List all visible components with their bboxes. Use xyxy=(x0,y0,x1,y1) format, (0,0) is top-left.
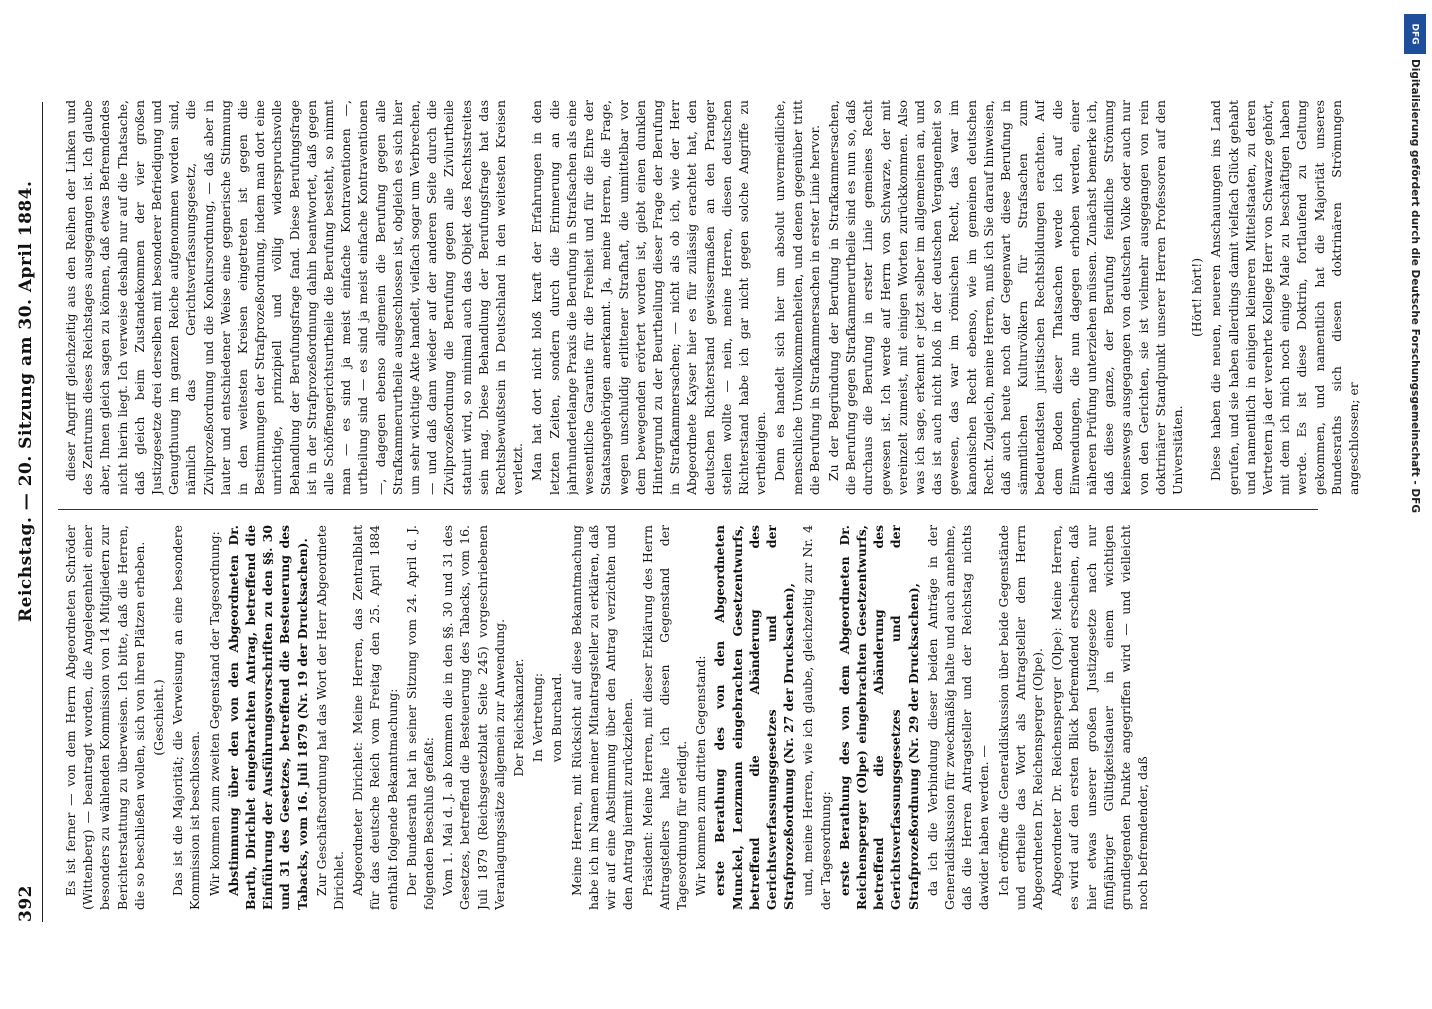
dfg-sidebar xyxy=(1400,8,1430,988)
paragraph: und, meine Herren, wie ich glaube, gleichzeitig zur Nr. 4 der Tagesordnung: xyxy=(800,525,833,910)
dfg-logo-text: DFG xyxy=(1409,23,1420,45)
paragraph: Zu der Begründung der Berufung in Strafkammersachen, die Berufung gegen Strafkammerurtheile sind es nun so, daß durchaus die Berufung in erster Linie gemeines Recht gewesen ist. Ich werde auf Herrn von Schwarze, der mit vereinzelt zumeist, mit einigen Worten zurückkommen. Also was ich sage, erkennt er jetzt selber im allgemeinen an, und das ist auch nicht bloß in der deutschen Vergangenheit so gewesen, das war im römischen Recht, das war im kanonischen Recht ebenso, wie im gemeinen deutschen Recht. Zugleich, meine Herren, muß ich Sie darauf hinweisen, daß auch heute noch der Gegenwart diese Berufung in sämmtlichen Kulturvölkern für Strafsachen zum bedeutendsten juristischen Rechtsbildungen erachten. Auf dem Boden dieser Thatsachen werde ich auf die Einwendungen, die nun dagegen erhoben werden, einer näheren Prüfung unterziehen müssen. Zunächst bemerke ich, daß diese ganze, der Berufung feindliche Strömung keineswegs ausgegangen von deutschen Volke oder auch nur von den Gerichten, sie ist vielmehr ausgegangen von rein doktrinärer Standpunkt unserer Herren Professoren auf den Universitäten. xyxy=(825,100,1185,495)
page-header xyxy=(16,102,38,922)
paragraph: Diese haben die neuen, neueren Anschauungen ins Land gerufen, und sie haben allerdings damit vielfach Glück gehabt und namentlich in einigen kleineren Mittelstaaten, zu deren Vertretern ja der verehrte Kollege Herr von Schwarze gehört, mit dem ich mich noch einige Male zu beschäftigen haben werde. Es ist diese Doktrin, fortlaufend zu Geltung gekommen, und namentlich hat die Majorität unseres Bundesraths sich diesen doktrinären Strömungen angeschlossen; er xyxy=(1208,100,1362,495)
paragraph: Der Bundesrath hat in seiner Sitzung vom 24. April d. J. folgenden Beschluß gefaßt: xyxy=(403,525,437,910)
paragraph: erste Berathung des von den Abgeordneten Munckel, Lenzmann eingebrachten Gesetzentwurfs, betreffend die Abänderung des Gerichtsverfassungsgesetzes und der Strafprozeßordnung (Nr. 27 der Drucksachen), xyxy=(712,525,797,910)
column-divider xyxy=(58,509,1318,510)
paragraph: erste Berathung des von dem Abgeordneten Dr. Reichensperger (Olpe) eingebrachten Gesetzentwurfs, betreffend die Abänderung des Gerichtsverfassungsgesetzes und der Strafprozeßordnung (Nr. 29 der Drucksachen), xyxy=(836,525,921,910)
paragraph: Präsident: Meine Herren, mit dieser Erklärung des Herrn Antragstellers halte ich diesen Gegenstand der Tagesordnung für erledigt. xyxy=(639,525,689,910)
paragraph: Zur Geschäftsordnung hat das Wort der Herr Abgeordnete Dirichlet. xyxy=(313,525,347,910)
paragraph: Ich eröffne die Generaldiskussion über beide Gegenstände und ertheile das Wort als Antragsteller dem Herrn Abgeordneten Dr. Reichensperger (Olpe). xyxy=(995,525,1045,910)
paragraph: Meine Herren, mit Rücksicht auf diese Bekanntmachung habe ich im Namen meiner Mitantragsteller zu erklären, daß wir auf eine Abstimmung über den Antrag verzichten und den Antrag hiermit zurückziehen. xyxy=(568,525,636,910)
text-column-right xyxy=(62,100,1362,495)
header-rule xyxy=(42,102,43,922)
paragraph: Es ist ferner — von dem Herrn Abgeordneten Schröder (Wittenberg) — beantragt worden, die Angelegenheit einer besonders zu wählenden Kommission von 14 Mitgliedern zur Berichterstattung zu überweisen. Ich bitte, daß die Herren, die so beschließen wollen, sich von ihren Plätzen erheben. xyxy=(63,525,147,910)
paragraph: (Hört! hört!) xyxy=(1189,257,1205,338)
paragraph: Man hat dort nicht bloß kraft der Erfahrungen in den letzten Zeiten, sondern durch die Erinnerung an die jahrhundertelange Praxis die Berufung in Strafsachen als eine wesentliche Garantie für die Freiheit und für die Ehre der Staatsangehörigen anerkannt. Ja, meine Herren, die Frage, wegen unschuldig erlittener Strafhaft, die unmittelbar vor dem bewegenden erörtert worden ist, giebt einen dunklen Hintergrund zu der Beurtheilung dieser Frage der Berufung in Strafkammersachen; — nicht als ob ich, wie der Herr Abgeordnete Kayser hier es für zulässig erachtet hat, den deutschen Richterstand gewissermaßen an den Pranger stellen wollte — nein, meine Herren, diesen deutschen Richterstand habe ich gar nicht gegen solche Angriffe zu vertheidigen. xyxy=(529,100,769,495)
paragraph: Abgeordneter Dr. Reichensperger (Olpe): Meine Herren, es wird auf den ersten Blick befremdend erscheinen, daß hier etwas unserer großen Justizgesetze nach nur fünfjähriger Gültigkeitsdauer in einem wichtigen grundlegenden Punkte angegriffen wird — und vielleicht noch befremdender, daß xyxy=(1049,525,1151,910)
paragraph: Das ist die Majorität; die Verweisung an eine besondere Kommission ist beschlossen. xyxy=(170,525,203,910)
dfg-credit-text: Digitalisierung gefördert durch die Deutsche Forschungsgemeinschaft - DFG xyxy=(1409,59,1421,513)
paragraph: von Burchard. xyxy=(549,672,565,763)
paragraph: Der Reichskanzler. xyxy=(511,658,527,777)
paragraph: Wir kommen zum zweiten Gegenstand der Tagesordnung: xyxy=(206,531,222,896)
paragraph: Abgeordneter Dirichlet: Meine Herren, das Zentralblatt für das deutsche Reich vom Freitag den 25. April 1884 enthält folgende Bekanntmachung: xyxy=(350,525,400,910)
text-column-left xyxy=(62,525,1362,910)
paragraph: Vom 1. Mai d. J. ab kommen die in den §§. 30 und 31 des Gesetzes, betreffend die Besteuerung des Tabacks, vom 16. Juli 1879 (Reichsgesetzblatt Seite 245) vorgeschriebenen Veranlagungssätze allgemein zur Anwendung. xyxy=(440,525,507,910)
dfg-logo xyxy=(1404,14,1426,54)
paragraph: In Vertretung: xyxy=(530,672,546,763)
paragraph: Abstimmung über den von den Abgeordneten Dr. Barth, Dirichlet eingebrachten Antrag, betreffend die Einführung der Ausführungsvorschriften zu den §§. 30 und 31 des Gesetzes, betreffend die Besteuerung des Tabacks, vom 16. Juli 1879 (Nr. 19 der Drucksachen). xyxy=(225,525,310,910)
page-title: Reichstag. — 20. Sitzung am 30. April 1884. xyxy=(16,180,36,622)
paragraph: Wir kommen zum dritten Gegenstand: xyxy=(693,655,709,896)
paragraph: Denn es handelt sich hier um absolut unvermeidliche, menschliche Unvollkommenheiten, und denen gegenüber tritt die Berufung in Strafkammersachen in erster Linie hervor. xyxy=(772,100,822,495)
paragraph: (Geschieht.) xyxy=(151,679,167,756)
paragraph: dieser Angriff gleichzeitig aus den Reihen der Linken und des Zentrums dieses Reichstages ausgegangen ist. Ich glaube aber, Ihnen gleich sagen zu können, daß etwas Befremdendes nicht hierin liegt. Ich verweise deshalb nur auf die Thatsache, daß gleich beim Zustandekommen der vier großen Justizgesetze drei derselben mit besonderer Befriedigung und Genugthuung im ganzen Reiche aufgenommen worden sind, nämlich das Gerichtsverfassungsgesetz, die Zivilprozeßordnung und die Konkursordnung, — daß aber in lauter und entschiedener Weise eine gegnerische Stimmung in den weitesten Kreisen eingetreten ist gegen die Bestimmungen der Strafprozeßordnung, indem man dort eine unrichtige, prinzipiell und völlig widerspruchsvolle Behandlung der Berufungsfrage fand. Diese Berufungsfrage ist in der Strafprozeßordnung dahin beantwortet, daß gegen alle Schöffengerichtsurtheile die Berufung besteht, so nimmt man — es sind ja meist einfache Kontraventionen —, urtheilung sind — es sind ja meist einfache Kontraventionen —, dagegen ebenso allgemein die Berufung gegen alle Strafkammerurtheile ausgeschlossen ist, obgleich es sich hier um sehr wichtige Akte handelt, vielfach sogar um Verbrechen, — und daß dann wieder auf der anderen Seite durch die Zivilprozeßordnung die Berufung gegen alle Zivilurtheile statuirt wird, so minimal auch das Objekt des Rechtsstreites sein mag. Diese Behandlung der Berufungsfrage hat das Rechtsbewußtsein in Deutschland in den weitesten Kreisen verletzt. xyxy=(63,100,526,495)
paragraph: da ich die Verbindung dieser beiden Anträge in der Generaldiskussion für zweckmäßig halte und auch annehme, daß die Herren Antragsteller und der Reichstag nichts dawider haben werden. — xyxy=(924,525,992,910)
page-number: 392 xyxy=(16,885,36,922)
